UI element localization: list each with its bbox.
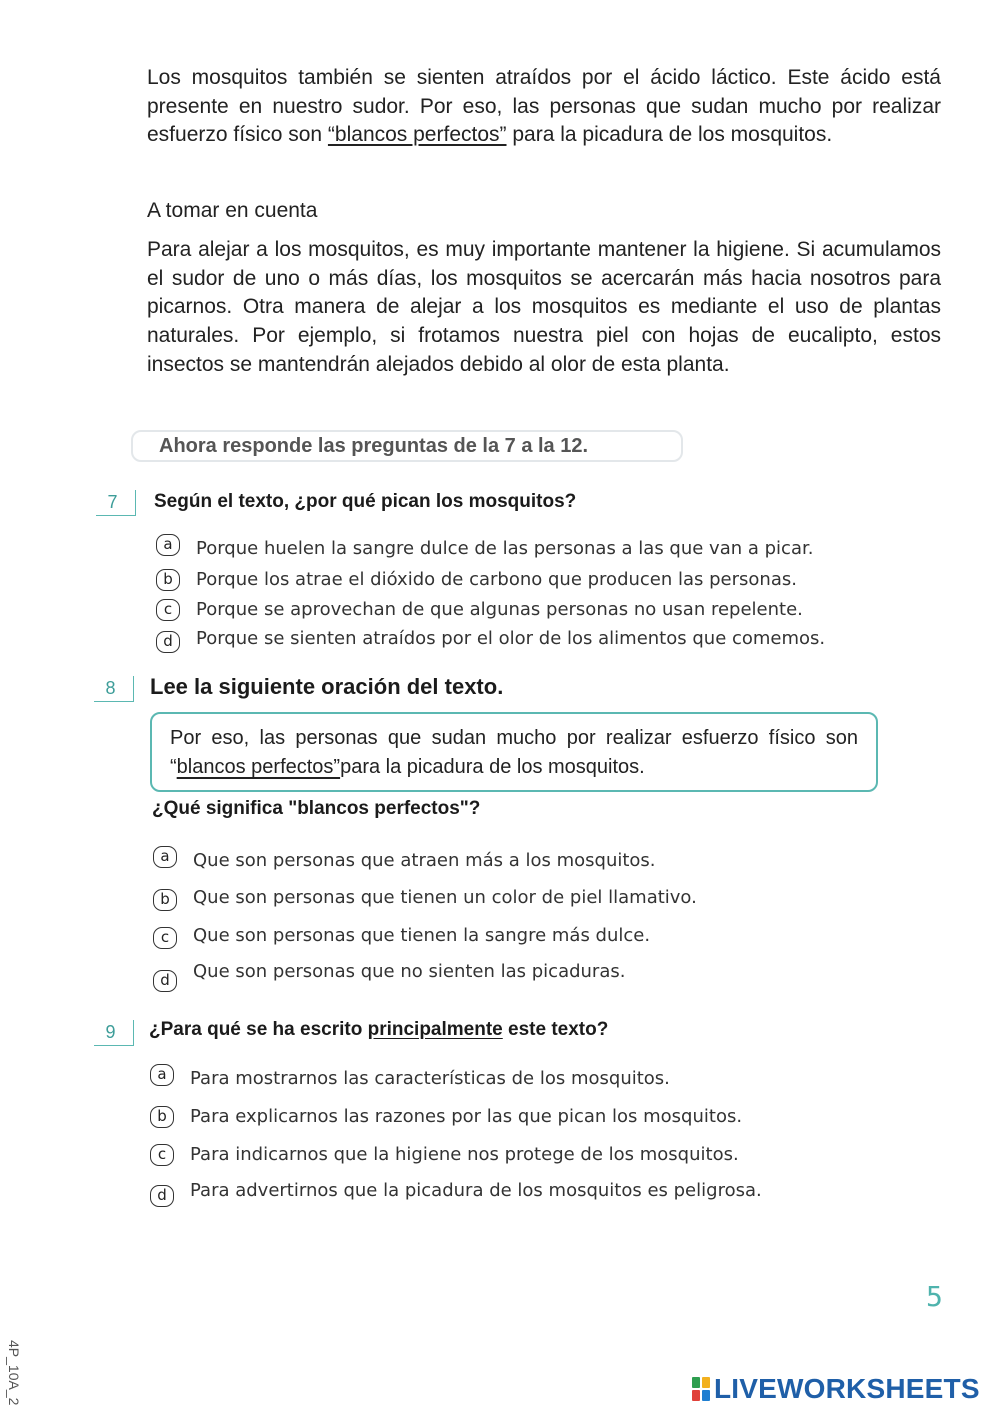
- liveworksheets-brand[interactable]: [692, 1374, 980, 1404]
- highlighted-phrase: blancos perfectos”: [176, 756, 341, 778]
- option-text: Porque se sienten atraídos por el olor de los alimentos que comemos.: [196, 628, 826, 649]
- question-8-title: Lee la siguiente oración del texto.: [150, 674, 504, 699]
- option-letter[interactable]: b: [153, 889, 177, 911]
- option-letter[interactable]: b: [150, 1106, 174, 1128]
- brand-name: LIVEWORKSHEETS: [714, 1373, 980, 1404]
- option-letter[interactable]: d: [153, 970, 177, 992]
- option-text: Para mostrarnos las características de los mosquitos.: [190, 1068, 670, 1089]
- title-text: ¿Para qué se ha escrito: [149, 1019, 368, 1040]
- option-text: Porque los atrae el dióxido de carbono que producen las personas.: [196, 569, 797, 590]
- option-letter[interactable]: c: [156, 599, 180, 621]
- question-7-title: Según el texto, ¿por qué pican los mosquitos?: [154, 491, 577, 512]
- question-number-9: 9: [94, 1020, 134, 1046]
- option-text: Que son personas que tienen un color de piel llamativo.: [193, 887, 697, 908]
- highlighted-phrase: “blancos perfectos”: [327, 123, 507, 147]
- option-text: Para indicarnos que la higiene nos protege de los mosquitos.: [190, 1144, 739, 1165]
- passage-text: para la picadura de los mosquitos.: [506, 123, 833, 147]
- liveworksheets-logo-icon: [692, 1377, 710, 1401]
- option-text: Porque huelen la sangre dulce de las personas a las que van a picar.: [196, 538, 814, 559]
- option-text: Porque se aprovechan de que algunas personas no usan repelente.: [196, 599, 803, 620]
- page-number: 5: [926, 1280, 943, 1313]
- option-letter[interactable]: a: [153, 846, 177, 868]
- section-subtitle: A tomar en cuenta: [147, 199, 318, 222]
- option-letter[interactable]: c: [150, 1144, 174, 1166]
- option-text: Que son personas que atraen más a los mosquitos.: [193, 850, 656, 871]
- option-letter[interactable]: b: [156, 569, 180, 591]
- passage-paragraph-1: [147, 64, 941, 150]
- option-letter[interactable]: a: [150, 1064, 174, 1086]
- emphasized-word: principalmente: [367, 1019, 503, 1040]
- worksheet-code: 4P_10A_2: [6, 1340, 22, 1406]
- passage-paragraph-2: Para alejar a los mosquitos, es muy importante mantener la higiene. Si acumulamos el sudor de uno o más días, los mosquitos se acercarán más hacia nosotros para picarnos. Otra manera de alejar a los mosquitos es mediante el uso de plantas naturales. Por ejemplo, si frotamos nuestra piel con hojas de eucalipto, estos insectos se mantendrán alejados debido al olor de esta planta.: [147, 238, 941, 376]
- question-9-title: [149, 1019, 608, 1041]
- quote-text: Por eso, las personas que sudan mucho por realizar esfuerzo físico son “: [170, 727, 858, 778]
- quoted-sentence-box: [150, 712, 878, 792]
- option-letter[interactable]: d: [150, 1185, 174, 1207]
- quote-text: para la picadura de los mosquitos.: [340, 756, 645, 778]
- option-letter[interactable]: d: [156, 631, 180, 653]
- instruction-text: Ahora responde las preguntas de la 7 a la 12.: [159, 435, 589, 457]
- option-text: Que son personas que no sienten las picaduras.: [193, 961, 626, 982]
- question-number-8: 8: [94, 676, 134, 702]
- option-letter[interactable]: a: [156, 534, 180, 556]
- option-letter[interactable]: c: [153, 927, 177, 949]
- title-text: este texto?: [502, 1019, 609, 1040]
- option-text: Que son personas que tienen la sangre más dulce.: [193, 925, 651, 946]
- option-text: Para explicarnos las razones por las que pican los mosquitos.: [190, 1106, 743, 1127]
- option-text: Para advertirnos que la picadura de los mosquitos es peligrosa.: [190, 1180, 762, 1201]
- question-number-7: 7: [96, 490, 136, 516]
- passage-text: Los mosquitos también se sienten atraídos por el ácido láctico. Este ácido está presente en nuestro sudor. Por eso, las personas que sudan mucho por realizar esfuerzo físico son: [147, 66, 941, 147]
- instruction-box: [131, 430, 683, 462]
- question-8-prompt: ¿Qué significa "blancos perfectos"?: [152, 798, 481, 819]
